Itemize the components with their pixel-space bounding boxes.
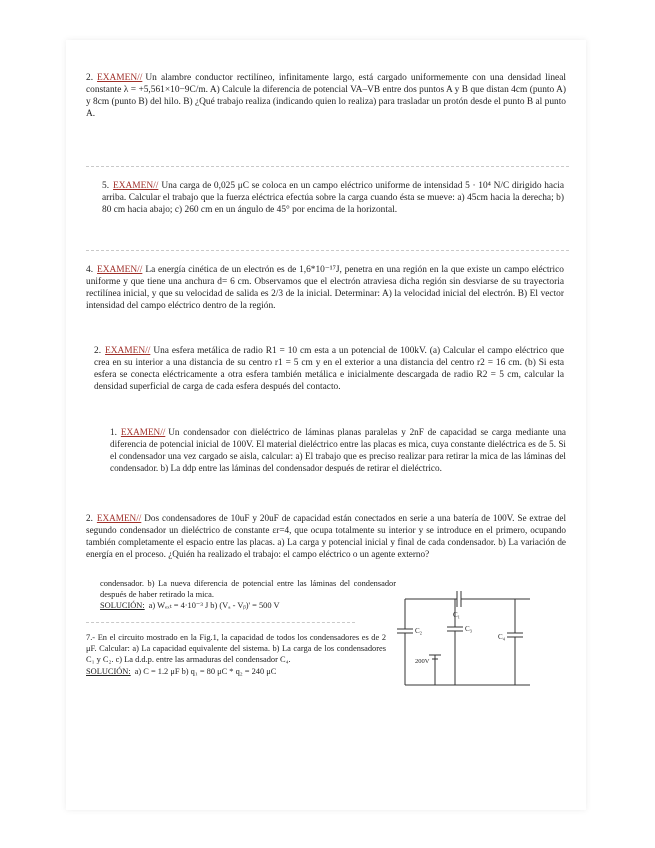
problem-text: Una carga de 0,025 μC se coloca en un campo eléctrico uniforme de intensidad 5 · 10⁴ N/C dirigido hacia arriba. Calcular el trabajo que la fuerza eléctrica efectúa sobre la carga cuando ésta se mueve: a) 45cm hacia la derecha; b) 80 cm hacia abajo; c) 260 cm en un ángulo de 45° por encima de la horizontal.	[102, 181, 564, 215]
problem-dielectric-capacitor	[110, 426, 566, 474]
problem-number: 2.	[86, 513, 93, 523]
divider	[86, 622, 355, 623]
problem-charge-work	[102, 180, 564, 216]
problem-text: Un condensador con dieléctrico de láminas planas paralelas y 2nF de capacidad se carga mediante una diferencia de potencial inicial de 100V. El material dieléctrico entre las placas es mica, cuya constante dieléctrica es de 5. Si el condensador una vez cargado se aisla, calcular: a) El trabajo que es preciso realizar para retirar la mica de las láminas del condensador. b) La ddp entre las láminas del condensador después de retirar el dieléctrico.	[110, 427, 566, 473]
problem-electron-field	[86, 264, 564, 312]
solution-text: a) Wₑₓₜ = 4·10⁻³ J b) (Vₐ - Vᵦ)' = 500 V	[148, 601, 280, 610]
exam-tag: EXAMEN//	[113, 181, 159, 191]
exam-tag: EXAMEN//	[96, 513, 142, 523]
problem-number: 5.	[102, 181, 110, 191]
fragment-text: condensador. b) La nueva diferencia de potencial entre las láminas del condensador después de haber retirado la mica.	[100, 579, 396, 599]
problem-number: 1.	[110, 427, 117, 437]
exam-tag: EXAMEN//	[97, 73, 143, 83]
divider	[86, 166, 569, 167]
problem-text: Una esfera metálica de radio R1 = 10 cm esta a un potencial de 100kV. (a) Calcular el campo eléctrico que crea en su interior a una distancia de su centro r1 = 5 cm y en el exterior a una distancia del centro r2 = 16 cm. (b) Si esta esfera se conecta eléctricamente a otra esfera también metálica e inicialmente descargada de radio R2 = 5 cm, calcular la densidad superficial de carga de cada esfera después del contacto.	[94, 346, 564, 392]
label-voltage: 200V	[415, 658, 430, 665]
label-c3: C₃	[465, 625, 473, 633]
exam-tag: EXAMEN//	[120, 427, 166, 437]
problem-number: 7.-	[86, 633, 96, 642]
problem-number: 4.	[86, 265, 94, 275]
problem-text: En el circuito mostrado en la Fig.1, la capacidad de todos los condensadores es de 2 μF. Calcular: a) La capacidad equivalente del sistema. b) La carga de los condensadores C₁ y C₂. c) La d.d.p. entre las armaduras del condensador C₄.	[86, 633, 387, 665]
solution-label: SOLUCIÓN:	[86, 666, 131, 676]
exam-tag: EXAMEN//	[105, 346, 151, 356]
problem-7-circuit	[86, 632, 386, 677]
circuit-figure	[395, 585, 535, 695]
label-c4: C₄	[498, 633, 506, 641]
problem-text: Dos condensadores de 10uF y 20uF de capacidad están conectados en serie a una batería de 100V. Se extrae del segundo condensador un dieléctrico de constante εr=4, que ocupa totalmente su interior y se introduce en el primero, ocupando también completamente el espacio entre las placas. a) La carga y potencial inicial y final de cada condensador. b) La variación de energía en el proceso. ¿Quién ha realizado el trabajo: el campo eléctrico o un agente externo?	[86, 513, 566, 559]
problem-wire-potential	[86, 72, 566, 120]
problem-number: 2.	[94, 346, 102, 356]
solution-label: SOLUCIÓN:	[100, 601, 145, 610]
problem-metal-sphere	[94, 345, 564, 393]
label-c2: C₂	[415, 627, 423, 635]
problem-number: 2.	[86, 73, 94, 83]
exam-tag: EXAMEN//	[97, 265, 143, 275]
problem-text: La energía cinética de un electrón es de 1,6*10⁻¹⁷J, penetra en una región en la que existe un campo eléctrico uniforme y que tiene una anchura d= 6 cm. Observamos que el electrón atraviesa dicha región sin desviarse de su trayectoria rectilínea inicial, y que su velocidad de salida es 2/3 de la inicial. Determinar: A) la velocidad inicial del electrón. B) El vector intensidad del campo eléctrico dentro de la región.	[86, 265, 564, 311]
previous-fragment	[100, 578, 396, 611]
solution-text: a) C = 1.2 μF b) q₁ = 80 μC * q₂ = 240 μC	[134, 666, 277, 676]
label-c1: C₁	[453, 611, 461, 619]
divider	[86, 250, 569, 251]
problem-text: Un alambre conductor rectilíneo, infinitamente largo, está cargado uniformemente con una densidad lineal constante λ = +5,561×10−9C/m. A) Calcule la diferencia de potencial VA–VB entre dos puntos A y B que distan 4cm (punto A) y 8cm (punto B) del hilo. B) ¿Qué trabajo realiza (indicando quien lo realiza) para trasladar un protón desde el punto B al punto A.	[86, 73, 566, 119]
problem-series-capacitors	[86, 512, 566, 560]
